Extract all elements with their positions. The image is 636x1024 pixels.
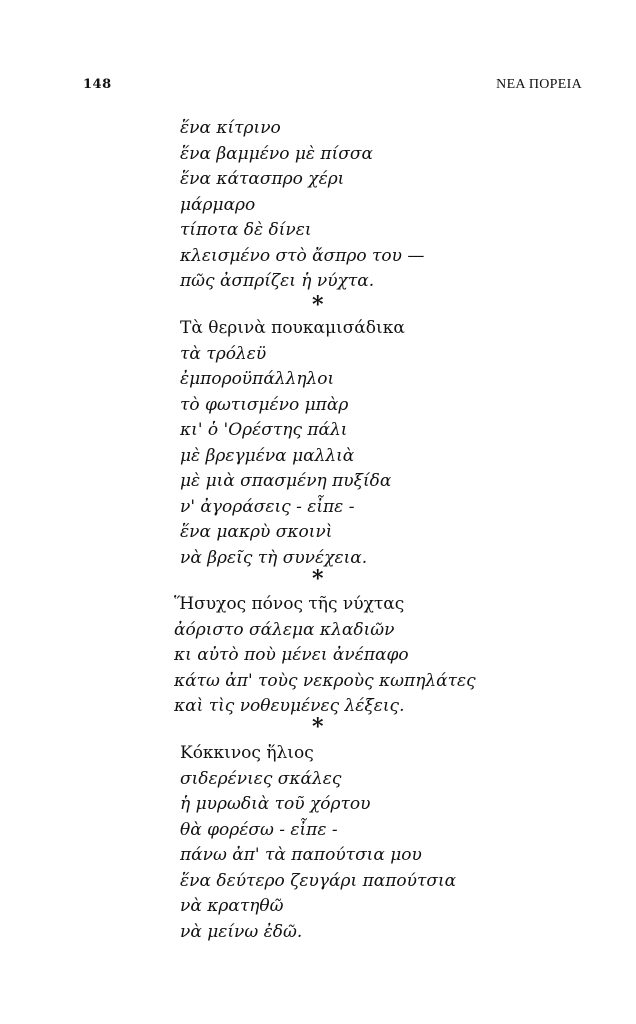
verse-line: ν' ἀγοράσεις - εἶπε -: [180, 496, 355, 517]
verse-line: τὸ φωτισμένο μπὰρ: [180, 394, 349, 415]
verse-line: πάνω ἀπ' τὰ παπούτσια μου: [180, 845, 422, 865]
verse-line: ἐμποροϋπάλληλοι: [180, 369, 335, 389]
verse-line: ἕνα μακρὺ σκοινὶ: [180, 522, 333, 542]
page-number: 148: [83, 77, 112, 92]
verse-line: Ἥσυχος πόνος τῆς νύχτας: [174, 594, 405, 614]
verse-line: ἕνα κίτρινο: [180, 118, 281, 138]
verse-line: μάρμαρο: [180, 194, 256, 215]
verse-line: Τὰ θερινὰ πουκαμισάδικα: [180, 318, 405, 338]
verse-line: σιδερένιες σκάλες: [180, 768, 342, 789]
stanza-4: [180, 741, 456, 945]
stanza-separator: *: [312, 714, 324, 740]
stanza-1: [180, 116, 424, 295]
verse-line: κι' ὁ 'Ορέστης πάλι: [180, 420, 348, 440]
stanza-3: [174, 592, 476, 720]
verse-line: ἕνα κάτασπρο χέρι: [180, 169, 345, 189]
verse-line: μὲ μιὰ σπασμένη πυξίδα: [180, 471, 392, 491]
verse-line: κλεισμένο στὸ ἄσπρο του —: [180, 245, 425, 266]
verse-line: νὰ μείνω ἐδῶ.: [180, 921, 303, 942]
verse-line: ἀόριστο σάλεμα κλαδιῶν: [174, 619, 395, 640]
verse-line: ἕνα βαμμένο μὲ πίσσα: [180, 143, 373, 164]
stanza-separator: *: [312, 292, 324, 318]
verse-line: καὶ τὶς νοθευμένες λέξεις.: [174, 696, 405, 716]
verse-line: κάτω ἀπ' τοὺς νεκροὺς κωπηλάτες: [174, 670, 476, 691]
verse-line: πῶς ἀσπρίζει ἡ νύχτα.: [180, 271, 375, 291]
verse-line: ἡ μυρωδιὰ τοῦ χόρτου: [180, 794, 371, 814]
verse-line: θὰ φορέσω - εἶπε -: [180, 819, 338, 840]
verse-line: νὰ βρεῖς τὴ συνέχεια.: [180, 547, 368, 568]
verse-line: τὰ τρόλεϋ: [180, 343, 267, 364]
verse-line: ἕνα δεύτερο ζευγάρι παπούτσια: [180, 870, 457, 891]
verse-line: μὲ βρεγμένα μαλλιὰ: [180, 445, 355, 466]
verse-line: νὰ κρατηθῶ: [180, 896, 284, 916]
verse-line: Κόκκινος ἥλιος: [180, 743, 314, 763]
stanza-separator: *: [312, 566, 324, 592]
stanza-2: [180, 316, 405, 571]
verse-line: τίποτα δὲ δίνει: [180, 220, 312, 240]
verse-line: κι αὐτὸ ποὺ μένει ἀνέπαφο: [174, 645, 409, 665]
running-head: ΝΕΑ ΠΟΡΕΙΑ: [496, 77, 582, 92]
